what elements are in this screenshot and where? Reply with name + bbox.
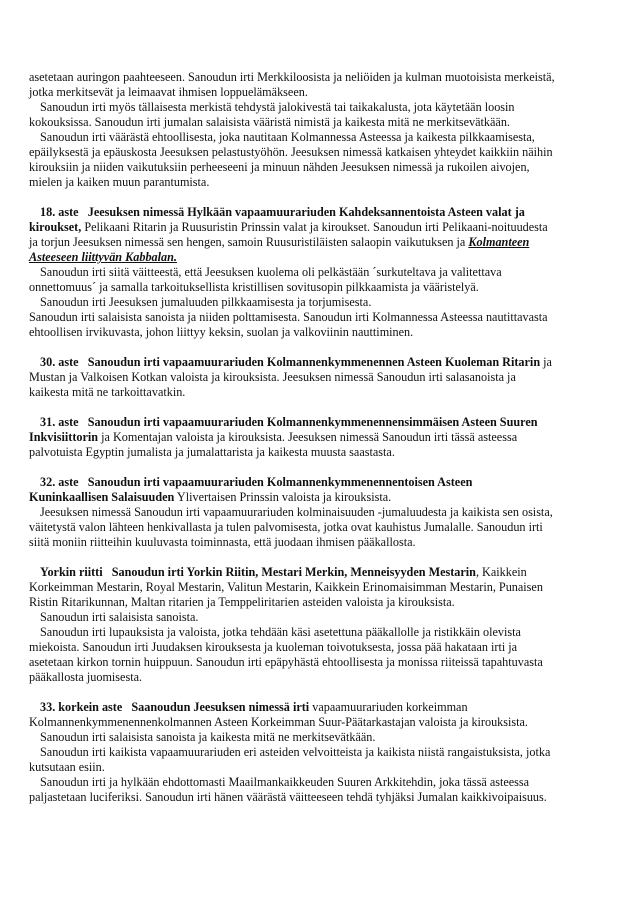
text-segment: vapaamuurariuden korkeimman (309, 700, 468, 714)
text-line: Sanoudun irti ja hylkään ehdottomasti Maailmankaikkeuden Suuren Arkkitehdin, joka tässä asteessa (40, 775, 530, 789)
section-heading-line (29, 355, 611, 370)
text-line: kokouksissa. Sanoudun irti jumalan salaisista vääristä nimistä ja kaikesta mitä ne merkitsevätkään. (29, 115, 510, 129)
text-segment: , Kaikkein (475, 565, 527, 579)
text-line (29, 235, 611, 250)
section-heading-line (29, 415, 611, 430)
text-line: Mustan ja Valkoisen Kotkan valoista ja kirouksista. Jeesuksen nimessä Sanoudun irti salasanoista ja (29, 370, 516, 384)
paragraph-gap (29, 400, 611, 415)
paragraph-gap (29, 685, 611, 700)
text-line (29, 220, 611, 235)
text-segment: ja (540, 355, 552, 369)
text-line: ehtoollisen irvikuvasta, johon liittyy keksin, suolan ja valkoviinin nauttiminen. (29, 325, 414, 339)
section-title: Sanoudun irti Yorkin Riitin, Mestari Merkin, Menneisyyden Mestarin (111, 565, 476, 579)
text-line: Sanoudun irti kaikista vapaamuurariuden eri asteiden velvoitteista ja kaikista niistä rangaistuksista, jotka (40, 745, 551, 759)
text-line: mielen ja kaiken muun parantumista. (29, 175, 210, 189)
document-page (29, 70, 611, 805)
text-line: asetetaan auringon paahteeseen. Sanoudun irti Merkkiloosista ja neliöiden ja kulman muotoisista merkeistä, (29, 70, 555, 84)
text-segment: ja torjun Jeesuksen nimessä sen hengen, samoin Ruusuristiläisten salaopin vaikutuksen ja (29, 235, 469, 249)
text-line: palvotuista Egyptin jumalista ja jumalattarista ja kaikesta muusta saastasta. (29, 445, 395, 459)
section-number: 31. aste (40, 415, 79, 429)
text-line (29, 250, 611, 265)
text-line: Sanoudun irti salaisista sanoista. (40, 610, 199, 624)
text-line: paljastetaan luciferiksi. Sanoudun irti hänen väärästä väitteeseen tehdä tyhjäksi Jumalan kaikkivoipaisuus. (29, 790, 547, 804)
emphasis-text: Asteeseen liittyvän Kabbalan. (29, 250, 177, 264)
text-line: jotka merkitsevät ja leimaavat ihmisen loppuelämäkseen. (29, 85, 308, 99)
text-line (29, 490, 611, 505)
section-number: 33. korkein aste (40, 700, 123, 714)
text-line: Sanoudun irti salaisista sanoista ja niiden polttamisesta. Sanoudun irti Kolmannessa Asteessa nautittavasta (29, 310, 548, 324)
text-line: Kolmannenkymmenennenkolmannen Asteen Korkeimman Suur-Päätarkastajan valoista ja kirouksista. (29, 715, 528, 729)
section-number: 30. aste (40, 355, 79, 369)
section-title: Jeesuksen nimessä Hylkään vapaamuurariuden Kahdeksannentoista Asteen valat ja (87, 205, 525, 219)
section-number: 18. aste (40, 205, 79, 219)
text-line: Korkeimman Mestarin, Royal Mestarin, Valitun Mestarin, Kaikkein Erinomaisimman Mestarin, Punaisen (29, 580, 543, 594)
text-line: siitä moniin riitteihin kuuluvasta toiminnasta, että juodaan ihmisen pääkallosta. (29, 535, 416, 549)
text-segment: Pelikaani Ritarin ja Ruusuristin Prinssin valat ja kiroukset. Sanoudun irti Pelikaani-noituudesta (81, 220, 548, 234)
text-line: miekoista. Sanoudun irti Juudaksen kirouksesta ja kuoleman toivotuksesta, jossa pää hakataan irti ja (29, 640, 518, 654)
section-heading-line (29, 475, 611, 490)
section-title-continued: Kuninkaallisen Salaisuuden (29, 490, 175, 504)
section-heading-line (29, 700, 611, 715)
paragraph-gap (29, 190, 611, 205)
section-title: Sanoudun irti vapaamuurariuden Kolmannenkymmenennensimmäisen Asteen Suuren (87, 415, 538, 429)
section-title: Sanoudun irti vapaamuurariuden Kolmannenkymmenennentoisen Asteen (87, 475, 473, 489)
section-number: Yorkin riitti (40, 565, 103, 579)
paragraph-gap (29, 340, 611, 355)
text-line: kaikesta mitä ne tarkoittavatkin. (29, 385, 186, 399)
text-line: kutsutaan esiin. (29, 760, 105, 774)
paragraph-gap (29, 550, 611, 565)
section-title-continued: kiroukset, (29, 220, 82, 234)
section-number: 32. aste (40, 475, 79, 489)
text-line: Sanoudun irti siitä väitteestä, että Jeesuksen kuolema oli pelkästään ´surkuteltava ja valitettava (40, 265, 502, 279)
text-segment: Ylivertaisen Prinssin valoista ja kirouksista. (174, 490, 392, 504)
text-line: pääkallosta juomisesta. (29, 670, 143, 684)
text-line: Sanoudun irti myös tällaisesta merkistä tehdystä jalokivestä tai taikakalusta, jota käytetään loosin (40, 100, 515, 114)
text-segment: ja Komentajan valoista ja kirouksista. Jeesuksen nimessä Sanoudun irti tässä asteessa (98, 430, 518, 444)
text-line: kirouksiin ja niiden vaikutuksiin perheeseeni ja minuun nähden Jeesuksen nimessä ja rukoilen aivojen, (29, 160, 530, 174)
text-line: asetetaan kirkon tornin huippuun. Sanoudun irti epäpyhästä ehtoollisesta ja monissa riiteissä tapahtuvasta (29, 655, 543, 669)
text-line: väitetystä valon lähteen henkivallasta ja tulen palvomisesta, jotka ovat kauhistus Jumalalle. Sanoudun irti (29, 520, 543, 534)
text-line: Sanoudun irti väärästä ehtoollisesta, joka nautitaan Kolmannessa Asteessa ja kaikesta pilkkaamisesta, (40, 130, 535, 144)
section-title: Sanoudun irti vapaamuurariuden Kolmannenkymmenennen Asteen Kuoleman Ritarin (87, 355, 541, 369)
text-line: Sanoudun irti lupauksista ja valoista, jotka tehdään käsi asetettuna pääkallolle ja ristikkäin olevista (40, 625, 521, 639)
section-title-continued: Inkvisiittorin (29, 430, 99, 444)
text-line: epäilyksestä ja epäuskosta Jeesuksen pelastustyöhön. Jeesuksen nimessä katkaisen yhteydet kaikkiin näihin (29, 145, 553, 159)
section-title: Saanoudun Jeesuksen nimessä irti (131, 700, 310, 714)
section-heading-line (29, 565, 611, 580)
text-line: onnettomuus´ ja samalla tarkoituksellista kristillisen sovitusopin pilkkaamista ja vääristelyä. (29, 280, 479, 294)
section-heading-line (29, 205, 611, 220)
emphasis-text: Kolmanteen (468, 235, 530, 249)
text-line (29, 430, 611, 445)
text-line: Sanoudun irti Jeesuksen jumaluuden pilkkaamisesta ja torjumisesta. (40, 295, 372, 309)
text-line: Jeesuksen nimessä Sanoudun irti vapaamuurariuden kolminaisuuden -jumaluudesta ja kaikista sen osista, (40, 505, 553, 519)
text-line: Sanoudun irti salaisista sanoista ja kaikesta mitä ne merkitsevätkään. (40, 730, 376, 744)
paragraph-gap (29, 460, 611, 475)
text-line: Ristin Ritarikunnan, Maltan ritarien ja Temppeliritarien asteiden valoista ja kirouksista. (29, 595, 455, 609)
